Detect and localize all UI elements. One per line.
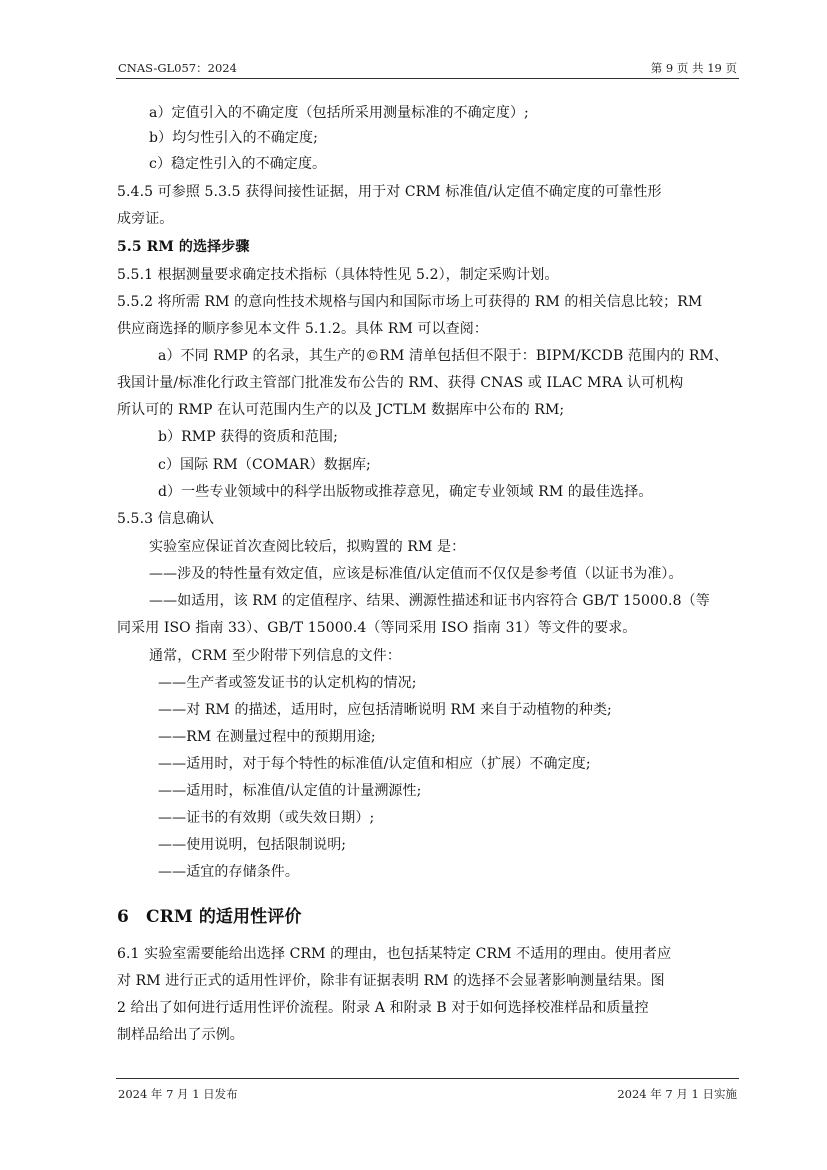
dash-item-producer: ——生产者或签发证书的认定机构的情况; (158, 675, 417, 691)
item-a-rmp-list-line1: a）不同 RMP 的名录，其生产的©RM 清单包括但不限于：BIPM/KCDB 范围内的 RM、 (158, 348, 729, 364)
clause-6-1-line4: 制样品给出了示例。 (117, 1027, 244, 1043)
item-b-rmp-qualification: b）RMP 获得的资质和范围; (158, 429, 338, 445)
dash-item-conformity-line1: ——如适用，该 RM 的定值程序、结果、溯源性描述和证书内容符合 GB/T 15000.8（等 (149, 593, 710, 609)
item-c-comar-database: c）国际 RM（COMAR）数据库; (158, 457, 371, 473)
footer-issued-date: 2024 年 7 月 1 日发布 (118, 1087, 238, 1101)
dash-item-storage: ——适宜的存储条件。 (158, 864, 299, 880)
item-b-uncertainty-homogeneity: b）均匀性引入的不确定度; (149, 130, 318, 146)
dash-item-description: ——对 RM 的描述，适用时，应包括清晰说明 RM 来自于动植物的种类; (158, 702, 612, 718)
dash-item-valid-value: ——涉及的特性量有效定值，应该是标准值/认定值而不仅仅是参考值（以证书为准）。 (149, 566, 683, 582)
dash-item-traceability: ——适用时，标准值/认定值的计量溯源性; (158, 783, 422, 799)
clause-5-5-1: 5.5.1 根据测量要求确定技术指标（具体特性见 5.2），制定采购计划。 (117, 267, 559, 283)
section-heading-5-5: 5.5 RM 的选择步骤 (117, 239, 250, 255)
item-a-rmp-list-line3: 所认可的 RMP 在认可范围内生产的以及 JCTLM 数据库中公布的 RM; (117, 402, 565, 418)
item-a-rmp-list-line2: 我国计量/标准化行政主管部门批准发布公告的 RM、获得 CNAS 或 ILAC MRA 认可机构 (117, 375, 684, 391)
footer-implemented-date: 2024 年 7 月 1 日实施 (617, 1087, 737, 1101)
item-c-uncertainty-stability: c）稳定性引入的不确定度。 (149, 156, 327, 172)
item-d-publications: d）一些专业领域中的科学出版物或推荐意见，确定专业领域 RM 的最佳选择。 (158, 484, 653, 500)
header-page-info: 第 9 页 共 19 页 (650, 61, 737, 75)
footer-rule (116, 1078, 739, 1079)
dash-item-validity: ——证书的有效期（或失效日期）; (158, 810, 375, 826)
section-heading-6: 6 CRM 的适用性评价 (117, 907, 302, 927)
clause-5-4-5-line1: 5.4.5 可参照 5.3.5 获得间接性证据，用于对 CRM 标准值/认定值不确定度的可靠性形 (117, 184, 662, 200)
item-a-uncertainty-value: a）定值引入的不确定度（包括所采用测量标准的不确定度）; (149, 105, 529, 121)
dash-item-conformity-line2: 同采用 ISO 指南 33）、GB/T 15000.4（等同采用 ISO 指南 31）等文件的要求。 (117, 620, 637, 636)
clause-5-4-5-line2: 成旁证。 (117, 211, 174, 227)
clause-6-1-line1: 6.1 实验室需要能给出选择 CRM 的理由，也包括某特定 CRM 不适用的理由。使用者应 (117, 946, 672, 962)
dash-item-certified-value: ——适用时，对于每个特性的标准值/认定值和相应（扩展）不确定度; (158, 756, 591, 772)
paragraph-lab-assurance: 实验室应保证首次查阅比较后，拟购置的 RM 是： (149, 539, 466, 555)
clause-5-5-2-line2: 供应商选择的顺序参见本文件 5.1.2。具体 RM 可以查阅： (117, 321, 488, 337)
paragraph-crm-documents: 通常，CRM 至少附带下列信息的文件： (149, 648, 401, 664)
clause-6-1-line3: 2 给出了如何进行适用性评价流程。附录 A 和附录 B 对于如何选择校准样品和质量控 (117, 1000, 649, 1016)
clause-5-5-3: 5.5.3 信息确认 (117, 511, 215, 527)
header-rule (116, 78, 739, 79)
dash-item-instructions: ——使用说明，包括限制说明; (158, 837, 347, 853)
clause-5-5-2-line1: 5.5.2 将所需 RM 的意向性技术规格与国内和国际市场上可获得的 RM 的相关信息比较；RM (117, 294, 703, 310)
header-doc-id: CNAS-GL057：2024 (118, 61, 237, 75)
dash-item-intended-use: ——RM 在测量过程中的预期用途; (158, 729, 376, 745)
clause-6-1-line2: 对 RM 进行正式的适用性评价，除非有证据表明 RM 的选择不会显著影响测量结果。图 (117, 973, 665, 989)
